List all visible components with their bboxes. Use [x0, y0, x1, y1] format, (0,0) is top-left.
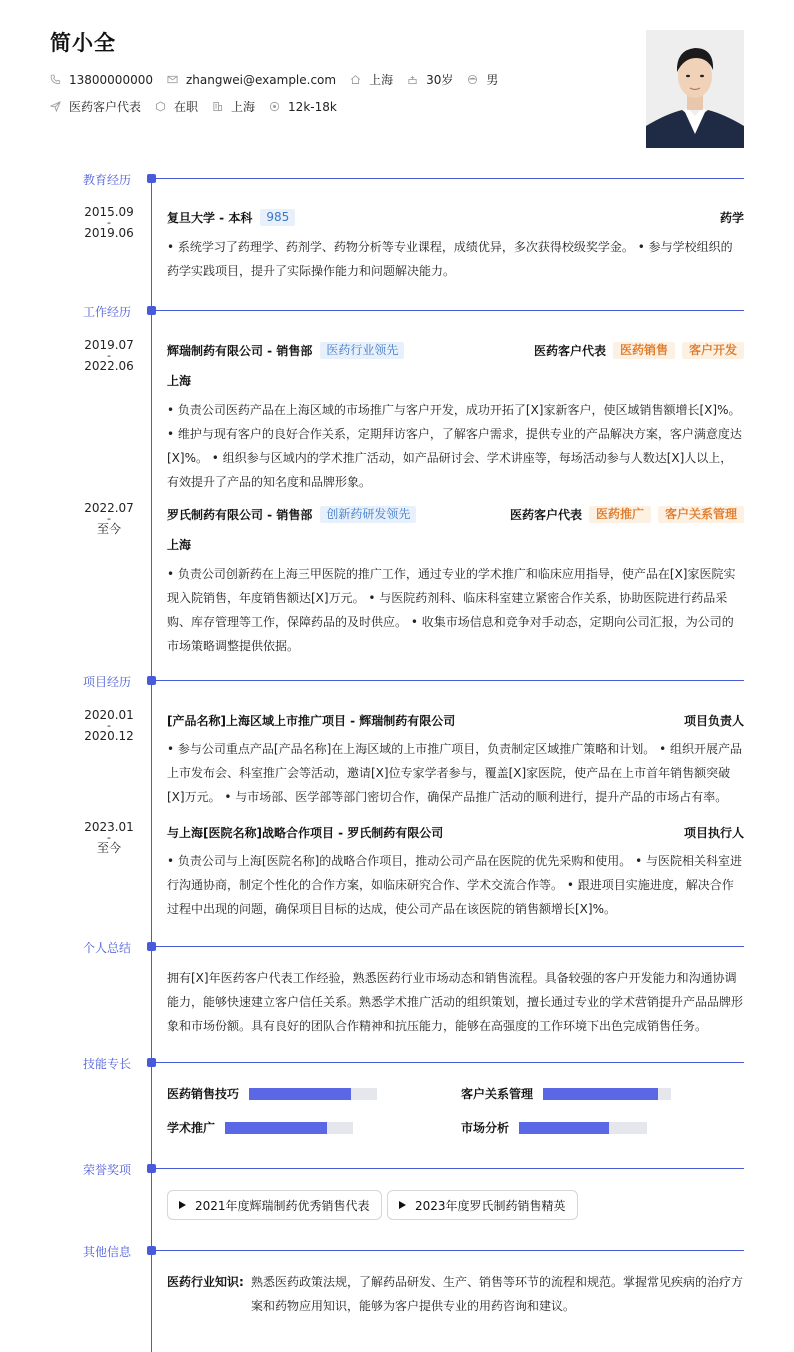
section-dot: [147, 1164, 156, 1173]
status-icon: [155, 101, 166, 112]
skill-bar-fill: [519, 1122, 609, 1134]
section-dot: [147, 174, 156, 183]
salary-text: 12k-18k: [288, 99, 337, 114]
phone-icon: [50, 74, 61, 85]
section-dot: [147, 1246, 156, 1255]
company-name: 辉瑞制药有限公司 - 销售部: [167, 343, 313, 358]
skill-bar-fill: [543, 1088, 658, 1100]
skill-tag: 客户关系管理: [658, 506, 744, 523]
skill-bar: [543, 1088, 671, 1100]
section-dot: [147, 676, 156, 685]
target-city-text: 上海: [231, 100, 256, 114]
resume-name: 简小全: [50, 31, 116, 55]
gender-item: [467, 71, 498, 88]
job-role-group: [534, 342, 744, 359]
project-entry-header: [167, 711, 744, 729]
skill-name: 客户关系管理: [461, 1087, 534, 1101]
contact-row: [50, 71, 512, 88]
section-divider: [156, 310, 744, 311]
education-description: • 系统学习了药理学、药剂学、药物分析等专业课程，成绩优异，多次获得校级奖学金。 • 参与学校组织的药学实践项目，提升了实际操作能力和问题解决能力。: [167, 240, 733, 278]
status-text: 在职: [174, 100, 199, 114]
section-divider: [156, 680, 744, 681]
section-divider: [156, 946, 744, 947]
skill-bar: [249, 1088, 377, 1100]
play-icon: [179, 1201, 186, 1209]
skill-name: 市场分析: [461, 1121, 510, 1135]
skill-item: [167, 1085, 377, 1102]
company-name: 罗氏制药有限公司 - 销售部: [167, 507, 313, 522]
section-dot: [147, 1058, 156, 1067]
work-date: 2022.07 - 至今: [84, 501, 134, 536]
award-badge: [167, 1190, 382, 1220]
home-icon: [350, 74, 361, 85]
other-text: 熟悉医药政策法规，了解药品研发、生产、销售等环节的流程和规范。掌握常见疾病的治疗方案和药物应用知识，能够为客户提供专业的用药咨询和建议。: [251, 1275, 744, 1313]
company-tag: 医药行业领先: [320, 342, 404, 359]
job-role-group: [510, 506, 744, 523]
award-text: 2021年度辉瑞制药优秀销售代表: [195, 1198, 370, 1213]
gender-text: 男: [486, 73, 499, 87]
section-title-skills: 技能专长: [83, 1057, 132, 1071]
timeline-line: [151, 178, 152, 1352]
skill-tag: 医药推广: [589, 506, 651, 523]
email-item: [167, 73, 336, 87]
work-entry-header: [167, 505, 744, 523]
project-role: 项目负责人: [683, 713, 744, 728]
skill-item: [461, 1119, 647, 1136]
skill-bar-fill: [225, 1122, 327, 1134]
section-title-work: 工作经历: [83, 305, 132, 319]
skill-tag: 客户开发: [682, 342, 744, 359]
school-name: 复旦大学 - 本科: [167, 210, 253, 225]
company-tag: 创新药研发领先: [320, 506, 416, 523]
target-city-item: [212, 98, 255, 115]
award-badge: [387, 1190, 578, 1220]
salary-icon: [269, 101, 280, 112]
project-description: • 参与公司重点产品[产品名称]在上海区域的上市推广项目，负责制定区域推广策略和计划。 • 组织开展产品上市发布会、科室推广会等活动，邀请[X]位专家学者参与，覆盖[X]家医院，使产品在上市首年销售额突破[X]万元。 • 与市场部、医学部等部门密切合作，确保产品推广活动的顺利进行，提升产品的市场占有率。: [167, 742, 742, 804]
skill-name: 学术推广: [167, 1121, 216, 1135]
section-divider: [156, 1062, 744, 1063]
profile-photo: [646, 30, 744, 148]
section-divider: [156, 178, 744, 179]
project-date: 2020.01 - 2020.12: [84, 708, 134, 743]
job-role: 医药客户代表: [533, 343, 606, 358]
section-dot: [147, 942, 156, 951]
skill-item: [167, 1119, 353, 1136]
section-title-projects: 项目经历: [83, 675, 132, 689]
job-role: 医药客户代表: [509, 507, 582, 522]
school-tag: 985: [260, 209, 295, 226]
project-role: 项目执行人: [683, 825, 744, 840]
award-text: 2023年度罗氏制药销售精英: [415, 1198, 566, 1213]
project-name: [产品名称]上海区域上市推广项目 - 辉瑞制药有限公司: [167, 713, 456, 728]
section-divider: [156, 1250, 744, 1251]
project-name: 与上海[医院名称]战略合作项目 - 罗氏制药有限公司: [167, 825, 444, 840]
work-location: 上海: [167, 538, 192, 552]
send-icon: [50, 101, 61, 112]
skill-name: 医药销售技巧: [167, 1087, 240, 1101]
job-row: [50, 98, 351, 115]
skill-item: [461, 1085, 671, 1102]
work-date: 2019.07 - 2022.06: [84, 338, 134, 373]
city-item: [350, 71, 393, 88]
major: 药学: [719, 210, 744, 225]
section-title-awards: 荣誉奖项: [83, 1163, 132, 1177]
age-text: 30岁: [426, 73, 454, 87]
age-item: [407, 71, 453, 88]
other-label: 医药行业知识:: [167, 1275, 244, 1289]
age-icon: [407, 74, 418, 85]
skill-bar: [225, 1122, 353, 1134]
education-entry-header: [167, 208, 744, 226]
phone-item: [50, 73, 153, 87]
education-date: 2015.09 - 2019.06: [84, 205, 134, 240]
section-title-summary: 个人总结: [83, 941, 132, 955]
work-location: 上海: [167, 374, 192, 388]
project-description: • 负责公司与上海[医院名称]的战略合作项目，推动公司产品在医院的优先采购和使用。 • 与医院相关科室进行沟通协商，制定个性化的合作方案，如临床研究合作、学术交流合作等。 • 跟进项目实施进度，解决合作过程中出现的问题，确保项目目标的达成，使公司产品在该医院的销售额增长[X]%。: [167, 854, 742, 916]
salary-item: [269, 100, 337, 114]
summary-text: 拥有[X]年医药客户代表工作经验，熟悉医药行业市场动态和销售流程。具备较强的客户开发能力和沟通协调能力，能够快速建立客户信任关系。熟悉学术推广活动的组织策划，擅长通过专业的学术营销提升产品品牌形象和市场份额。具有良好的团队合作精神和抗压能力，能够在高强度的工作环境下出色完成销售任务。: [167, 971, 744, 1033]
work-description: • 负责公司创新药在上海三甲医院的推广工作，通过专业的学术推广和临床应用指导，使产品在[X]家医院实现入院销售，年度销售额达[X]万元。 • 与医院药剂科、临床科室建立紧密合作关系，协助医院进行药品采购、库存管理等工作，保障药品的及时供应。 • 收集市场信息和竞争对手动态，定期向公司汇报，为公司的市场策略调整提供依据。: [167, 567, 736, 653]
skill-bar-fill: [249, 1088, 351, 1100]
email-text: zhangwei@example.com: [185, 72, 337, 87]
play-icon: [399, 1201, 406, 1209]
section-title-education: 教育经历: [83, 173, 132, 187]
section-title-other: 其他信息: [83, 1245, 132, 1259]
section-divider: [156, 1168, 744, 1169]
section-dot: [147, 306, 156, 315]
job-text: 医药客户代表: [69, 100, 142, 114]
city-text: 上海: [369, 73, 394, 87]
gender-icon: [467, 74, 478, 85]
phone-text: 13800000000: [69, 72, 153, 87]
skill-bar: [519, 1122, 647, 1134]
project-entry-header: [167, 823, 744, 841]
job-item: [50, 98, 141, 115]
mail-icon: [167, 74, 178, 85]
project-date: 2023.01 - 至今: [84, 820, 134, 855]
work-entry-header: [167, 341, 744, 359]
status-item: [155, 98, 198, 115]
building-icon: [212, 101, 223, 112]
skill-tag: 医药销售: [613, 342, 675, 359]
work-description: • 负责公司医药产品在上海区域的市场推广与客户开发，成功开拓了[X]家新客户，使区域销售额增长[X]%。 • 维护与现有客户的良好合作关系，定期拜访客户，了解客户需求，提供专业的产品解决方案，客户满意度达[X]%。 • 组织参与区域内的学术推广活动，如产品研讨会、学术讲座等，每场活动参与人数达[X]人以上，有效提升了产品的知名度和品牌形象。: [167, 403, 742, 489]
